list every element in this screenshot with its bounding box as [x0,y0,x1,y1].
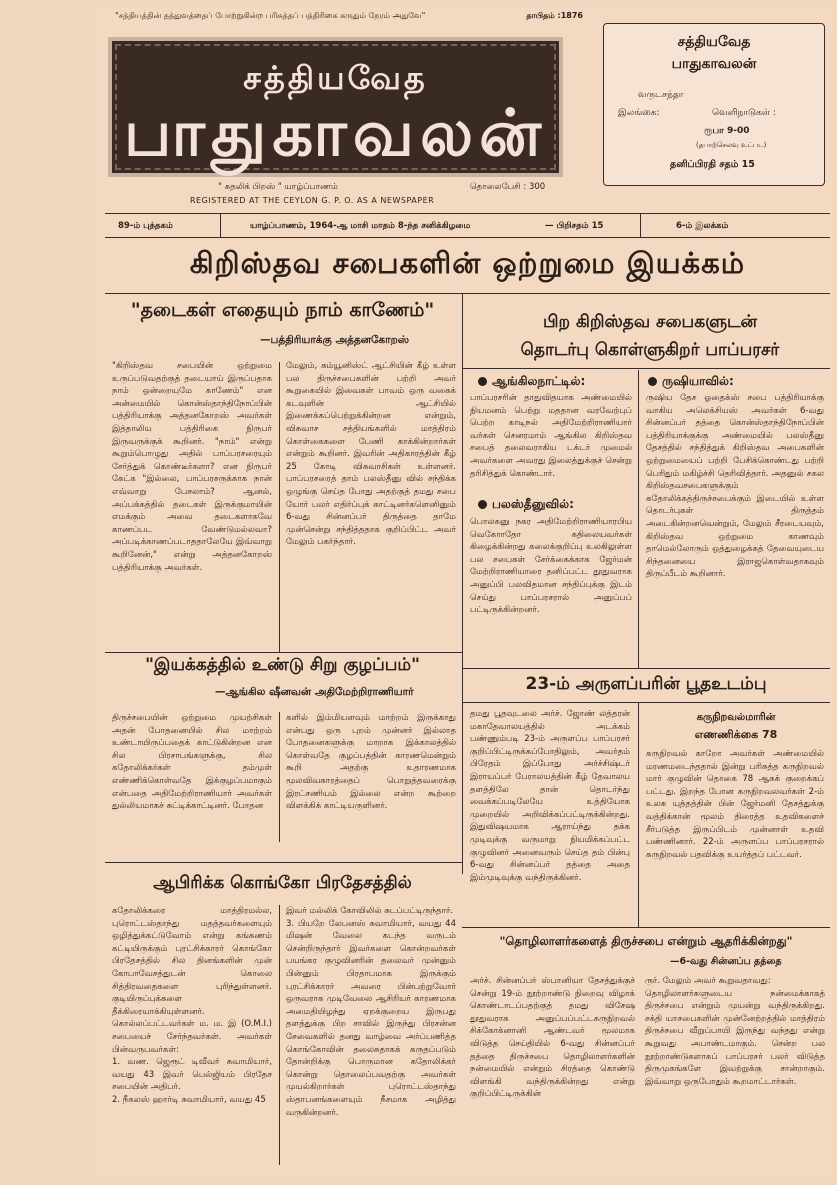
palestine-subhead-text: பலஸ்தீனுவில்: [492,497,574,511]
masthead-title-line2: பாதுகாவலன் [123,97,548,171]
article1-title: "தடைகள் எதையும் நாம் காணேம்" [130,299,435,321]
article5-text: தமது பூதவுடலை அர்ச். ஜோண் லத்தரன் மகாதேவாலயத்தில் அடக்கம் பண்ணும்படி 23-ம் அருளப்ப பாப்பரசர் குறிப்பிட்டிருக்கப்போதிலும், அவர்தம் பிரேதம் இப்போது அர்ச்சிஷ்டர் இராயப்பர் பேராலயத்தின் கீழ் தேவாலய தளத்திலே தான் தொடர்ந்து வைக்கப்படிலேயே உத்தியோக முறையில் அறிவிக்கப்பட்டிருக்கின்றது. இதுவிஷயமாக ஆராய்ந்து தக்க முடிவுக்கு வருமாறு நியமிக்கப்பட்ட குழுவினர் அனைவரும் செய்த தம் பின்பு 6-வது சின்னப்பர் தத்தை அதை இம்முடிவுக்கு வந்திருக்கினர். [470,709,630,883]
single-copy-price: தனிப்பிரதி சதம் 15 [670,159,755,170]
subscription-label: வருடசந்தா [638,90,684,100]
article6-title1: கருநிறவல்மாரின் [696,712,776,723]
issue-date: யாழ்ப்பாணம், 1964-ஆ மாசி மாதம் 8-ந்த சனிக்கிழமை [250,221,471,231]
article3-col1: கதோலிக்கரை மாத்திரமல்ல, புரொட்டஸ்தாந்து மதத்தவர்களையும் ஒழித்துக்கட்டுவோம் என்று கங்கணம் கட்டியிருக்கும் புரட்சிக்காரர் கொங்கோ பிரதேசத்தில் சில தினங்களின் முன் கோபாவேசத்துடன் கொலை சித்திரவதைகளை புரிந்துள்ளனர். குடியிருப்புக்களை தீக்கிரையாக்கியுள்ளனர். கொல்லப்பட்டவர்கள் ம. ம. இ (O.M.I.) சபையைச் சேர்ந்தவர்கள். அவர்கள் பின்வருபவர்கள்: 1. வண. ஜெரூட் டிவீவர் சுவாமியார், வயது 43 இவர் பெல்ஜியம் பிரதேச சபையின் அதிபர். 2. நீகலஸ் ஹார்டி சுவாமியார், வயது 45 [112,906,272,1105]
article4-title2: தொடர்பு கொள்ளுகிறர் பாப்பரசர் [520,340,780,360]
bullet-icon [478,500,487,509]
article4-title1: பிற கிறிஸ்தவ சபைகளுடன் [542,312,758,332]
pricebox-title2: பாதுகாவலன் [671,56,757,72]
england-subhead [478,374,585,390]
masthead-quote: "சத்தியத்தின் தத்துவத்தைப் போற்றுகின்ற பரிசுத்தப் பத்திரிகை கருதும் நேரம் அதுவே" [115,11,426,20]
article2-title: "இயக்கத்தில் உண்டு சிறு குழப்பம்" [145,655,420,675]
england-text: பாப்பரசரின் தாதுவிதயாக அண்மையில் நியமனம் பெற்று மததான வரவேற்புப் பெற்ற காடிநல் அதிமேற்றிராணியார் வர்கள் செனரமாம் ஆங்கில கிறிஸ்தவ சபைத் தலைவராகிய டக்டர் முமைல் அவர்களை அவரது இலைத்துக்குச் சென்று தரிசித்துக் கொண்டார். [470,393,632,479]
volume-number: 89-ம் புத்தகம் [118,221,173,231]
bullet-icon [648,377,657,386]
article1-col2: மேலும், கம்யூனிஸ்ட் ஆட்சியின் கீழ் உள்ள பல திருச்சபைகளின் பற்றி அவர் கூறுகையில் இவைகள் பாவம் ஒரு வகைக் கடவுளின் ஆட்சியில் இணைக்கப்பெற்றுக்கின்றன என்றும், விசுவாச சத்தியங்களில் மாத்திரம் கொள்கைகளை பேணி காக்கின்றார்கள் என்றும் கூறினர். இவரின் அதிகாரத்தின் கீழ் 25 கோடி விசுவாசிகள் உள்ளனர். பாப்பரசரைத் தாம் பலஸ்தீனு வில் சந்திக்க ஒழுங்கு செய்த போது அதற்குத் தமது சபை யோர் பலர் எதிர்ப்புக் காட்டினர்களெனினும் 6-வது சின்னப்பர் திருத்தை தாமே முன்சென்று சந்தித்ததாக குறிப்பிட்ட அவர் மேலும் பகர்ந்தார். [286,361,456,548]
masthead-banner [108,37,563,177]
main-headline: கிறிஸ்தவ சபைகளின் ஒற்றுமை இயக்கம் [189,246,746,280]
article5-title: 23-ம் அருளப்பரின் பூதஉடம்பு [525,674,767,694]
article7-col2: ருர். மேலும் அவர் கூறுவதாவது: தொழிலாளர்களுடைய நன்மைக்காகத் திருச்சபை என்றும் முயன்று வந்திருக்கிறது. சக்தி யாசபைகளின் முன்னேற்றத்தில் மாத்திரம் திருச்சபை வீறுப்பாயி இருந்து வந்தது என்று கூறுவது அபாண்டமாகும். சென்ற பல நூற்றாண்டுகளாகப் பாப்பரசர் பலர் விடுத்த திருமுகங்களே இவற்றுக்கு சான்றாகும். இவ்வாறு ஒருபோதும் கூறமாட்டார்கள். [645,976,825,1087]
postage-note: (தபாற்செலவு உட்பட) [696,141,767,149]
article1-byline: —பத்திரியாக்கு அத்தனகோறஸ் [260,334,410,346]
article6-title2: எணணிக்கை 78 [694,728,778,741]
article2-col1: திருச்சபையின் ஒற்றுமை முயற்சிகள் அதன் போதனையில் சில மாற்றம் உண்டாயிருப்பதைக் காட்டுகின்றன என சில பிரசாபங்களுக்கு, சில கதோலிக்கர்கள் தம்முள் எண்ணிக்கொள்வதே இக்குழப்பமாகும் என்பதை அதிமேற்றிராணியார் அவர்கள் துல்லியமாகச் சுட்டிக்காட்டினர். போதன [112,713,272,812]
article6-text: கருநிறவல் காறோ அவர்கள் அண்மையில் மரணமடைந்ததால் இன்று பரிசுத்த கருநிறவல் மார் குழுவின் தொகை 78 ஆகக் குறைக்கப் பட்டது. இறந்த போன கருநிறவலவர்கள் 2-ம் உலக யுத்தத்தின் பின் ஜேர்மனி தேசத்துக்கு வத்திக்கான் மூலம் திரைத்த உதவிகளைச் சீர்படுத்த இருப்பிடம் முன்னாள் உதவி பண்ணினார். 22-ம் அருளப்ப பாப்பரசரால் கருநிறவல் பதவிக்கு உயர்த்தப் பட்டவர். [646,749,824,860]
local-label: இலங்கை: [618,108,660,118]
russia-text: ருஷிய தேச ஓதைக்ஸ் சபை பத்திரியாக்கு வாகிய அலெக்சியஸ் அவர்கள் 6-வது சின்னப்பர் தத்தை கொன்ஸ்தாந்திநோப்பின் பத்திரியாக்குக்கு அண்மையில் பலஸ்தீனு தேசத்தில் சந்தித்துக் கிறிஸ்தவ அபைகளின் ஒற்றுமையைப் பற்றி பேசிக்கொண்டது பற்றி பெரிதும் மகிழ்ச்சி தெரிவித்தார். அதனுல் சகல கிறிஸ்தவசபைகளுக்கும் கதோலிக்கத்திருச்சபைக்கும் இடையில் உள்ள தொடர்புகள் திருத்தம் அடைகின்றனவென்றும், மேலும் சீரடையவும், கிறிஸ்தவ ஒற்றுமை காணவும் தாமெல்லோரும் ஒத்துழைக்கத் தேவையுடைய சிந்தனையை இராஜகொள்வதாகவும் திருப்பீடம் கூறினார். [646,393,824,580]
masthead-title-line1: சத்தியவேத [243,59,428,97]
article3-title: ஆபிரிக்க கொங்கோ பிரதேசத்தில் [153,873,412,893]
annual-price: ரூபா 9-00 [704,126,750,136]
palestine-text: பொலகனு நகர அதிமேற்றிராணியாரபிய வெகோாதோ கதிலையவர்கள் கிழைக்கின்றது கலைக்குறிப்பு உலகிலுள்ள பல சபைகள் சேர்க்கைக்காக ஜேர்மன் மேற்றிராணியாரை தனிப்பட்ட தூதுவராக அனுப்பி பலவிதமான சந்திப்புக்கு இடம் செய்து பாப்பரசரால் அனுப்பப் பட்டிருக்கின்றனர். [470,517,632,616]
article7-title: "தொழிலாளர்களைத் திருச்சபை என்றும் ஆதரிக்கின்றது" [499,934,793,948]
copy-price: — பிறிசதம் 15 [545,221,604,231]
press-name: " கதலிக் பிறஸ் " யாழ்ப்பாணம் [218,182,338,192]
article1-col1: "கிறிஸ்தவ சபையின் ஒற்றுமை உருப்படுவதற்குத் தடையாய் இருப்பதாக நாம் ஒன்றையுமே காணேம்" என அன்மையில் கொன்ஸ்தாந்திநோப்பின் பத்திரியாக்கு அத்தனகோறஸ் அவர்கள் இத்தாலிய பத்திரிகை நிருபர் இருவருக்குக் கூறினர். "நாம்" என்று கூறும்பொழுது அதில் பாப்பரசரையும் சேர்த்துக் கொண்டீர்களா? என நிருபர் கேட்க "இல்லை, பாப்பரசருக்காக நான் எவ்வாறு பேசலாம்? ஆனல், அப்பக்கத்தில் தடைகள் இருக்குமாயின் எமக்கும் அவை தடைகளாகவே காணப்பட வேண்டுமல்லவா? அப்படிக்காணப்படாததாலேயே இவ்வாறு கூறினேன்," என்று அத்தனகோறஸ் பத்திரியாக்கு அவர்கள். [112,361,272,573]
pricebox-title1: சத்தியவேத [677,34,751,50]
subscription-box [603,23,825,186]
article2-byline: —ஆங்கில ஷீனவன் அதிமேற்றிராணியார் [215,686,414,698]
article7-byline: —6-வது சின்னப்ப தத்தை [670,956,782,967]
issue-number: 6-ம் இலக்கம் [676,221,729,231]
article7-col1: அர்ச். சின்னப்பர் ஸ்பானியா தேசத்துக்குச் சென்று 19-ம் நூற்றாண்டு நிறைவு விழாக் கொண்டாடப்பதற்குத் தமது விசேஷ தூதுவராக அனுப்பப்பட்டகருநிறவல் சிக்கோக்னானி ஆண்டவர் மூலமாக விடுத்த செய்தியில் 6-வது சின்னப்பர் தத்தை திருச்சபை தொழிலாளர்களின் நன்மையில் என்றும் சிரத்தை கொண்டு விளங்கி வந்திருக்கின்றது என்று குறிப்பிட்டிருக்கின் [470,976,635,1100]
article2-col2: களில் இம்மியளவும் மாற்றம் இருக்காது என்பது ஒரு புறம் முன்னர் இல்லாத போதனைகளுக்கு மாறாக இக்காலத்தில் கொள்வதே குழப்பத்தின் காரணமென்றும் கூறி அதற்கு உதாரணமாக மூலவிவகாரத்தைப் பொறுத்தவரைக்கு இரட்சணியம் இல்லை என்ற கூற்றை விளக்கிக் காட்டியருளினர். [286,713,456,812]
foreign-label: வெளிநாடுகள் : [712,108,776,118]
phone-number: தொலைபேசி : 300 [470,182,546,192]
registration-note: REGISTERED AT THE CEYLON G. P. O. AS A NEWSPAPER [190,196,435,205]
russia-subhead [648,374,734,390]
established-date: தாபிதம் :1876 [526,11,583,20]
palestine-subhead [478,497,574,513]
bullet-icon [478,377,487,386]
article3-col2: இவர் மல்லிக் கோவிலில் சுடப்பட்டிருந்தார். 3. பியறே லேபனஸ் சுவாமியார், வயது 44 மிஷன் வேலை கடந்த வருடம் சென்றிருந்தார் இவர்களை கொன்றவர்கள் பயங்கர குழுவினரின் தலைவர் முன்னும் பின்னும் பிரதாபமாக இருக்கும் புரட்சிக்காரர் அவரை பின்பற்றுவோர் ஒருவராக முடிவேலை ஆசிரியர் காரணமாக அமைதியிழந்து ஏறக்குறைய இருபது தளத்துக்கு பிற சாவில் இருந்து பிரசன்ன சேவைகளில் தனது வாழ்வை அர்ப்பணித்த கொங்கோவின் தலைசுதாகக் கருதப்படும் தோன்றிக்கு பொருமான கதோலிக்கர் கொன்று தொலைப்பவதற்கு அவர்கள் முயல்கிறார்கள் புரொட்டஸ்தாந்து ஸ்தாபனங்களையும் நீசமாக அழித்து வருகின்றனர். [286,906,456,1118]
england-subhead-text: ஆங்கிலநாட்டில்: [492,374,586,388]
russia-subhead-text: ருஷியாவில்: [662,374,734,388]
